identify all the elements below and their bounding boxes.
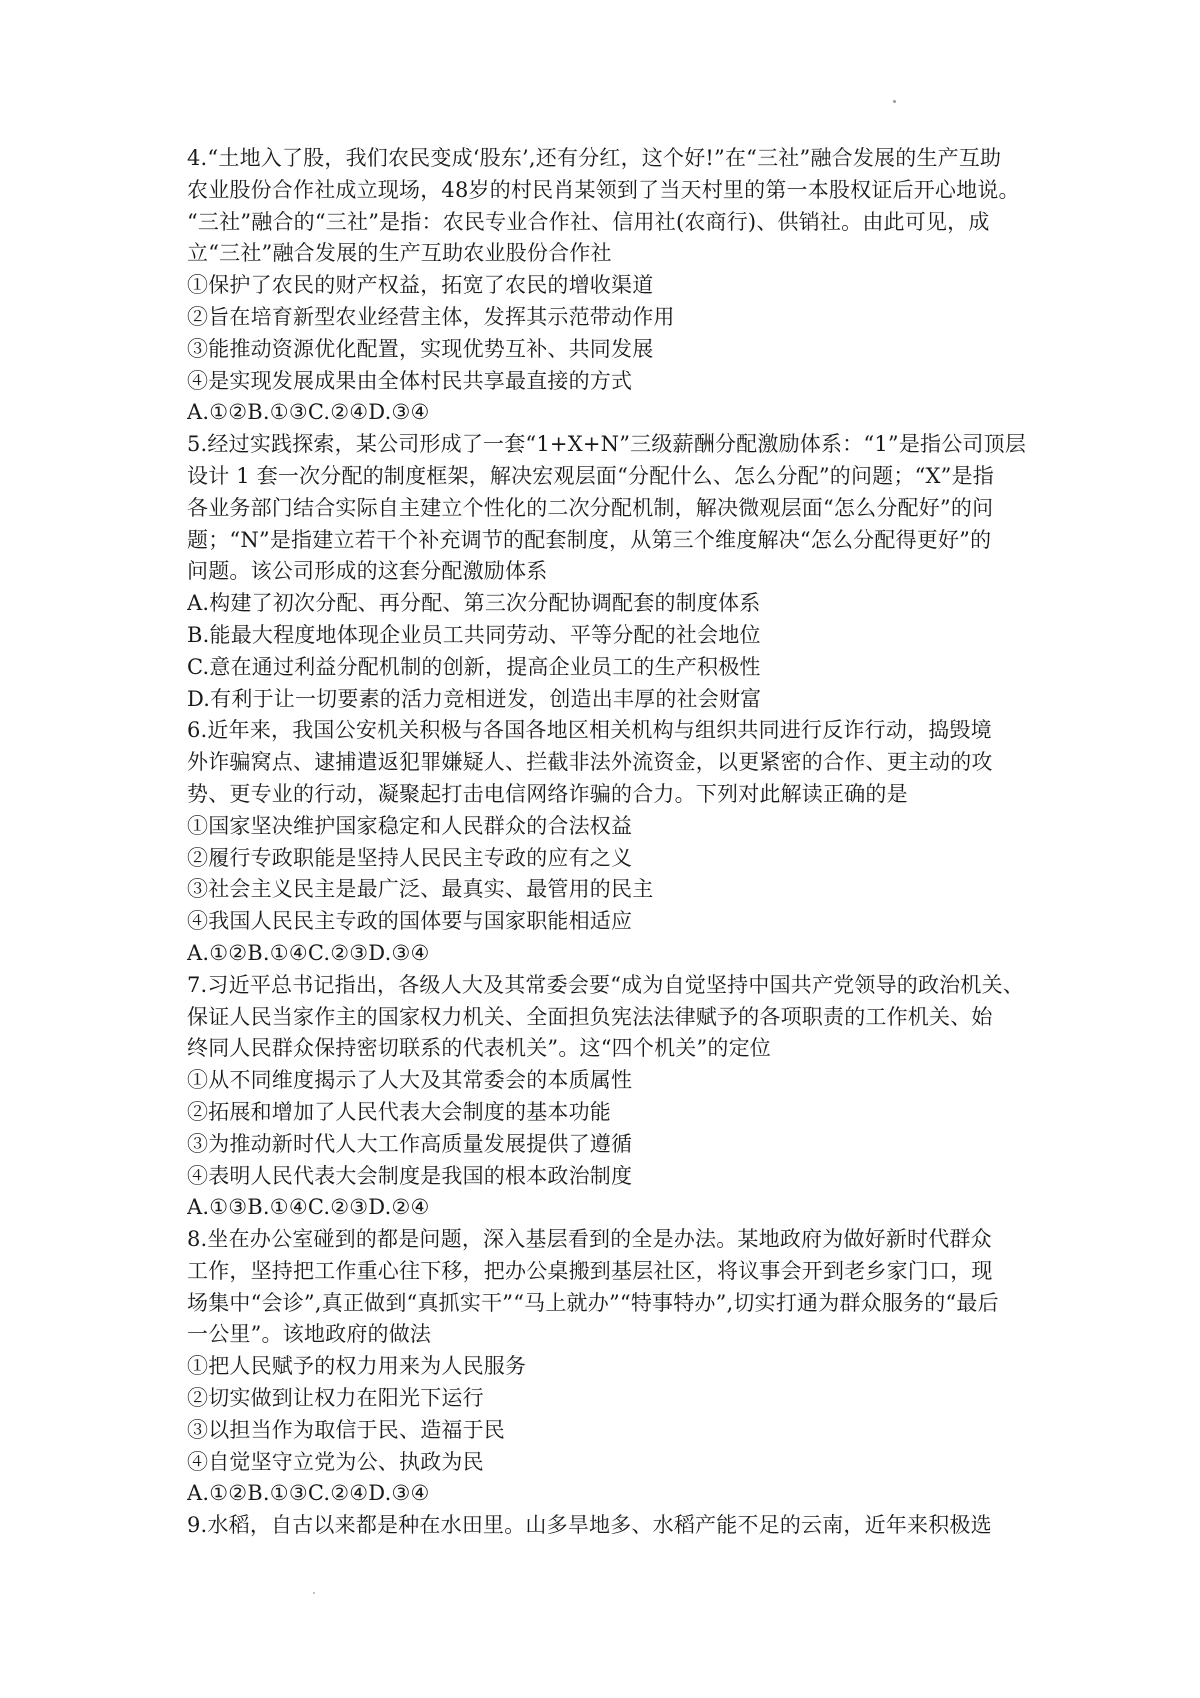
q6-line-2: 外诈骗窝点、逮捕遣返犯罪嫌疑人、拦截非法外流资金，以更紧密的合作、更主动的攻 xyxy=(187,750,993,775)
q8-line-3: 场集中“会诊”,真正做到“真抓实干”“马上就办”“特事特办”,切实打通为群众服务的“最后 xyxy=(187,1290,999,1315)
q4-line-4: 立“三社”融合发展的生产互助农业股份合作社 xyxy=(187,241,612,266)
q4-option-4: ④是实现发展成果由全体村民共享最直接的方式 xyxy=(187,368,633,393)
q4-line-1: 4.“土地入了股，我们农民变成‘股东’,还有分红，这个好!”在“三社”融合发展的生产互助 xyxy=(187,146,1002,170)
q6-line-1: 6.近年来，我国公安机关积极与各国各地区相关机构与组织共同进行反诈行动，捣毁境 xyxy=(187,718,992,743)
q5-line-3: 各业务部门结合实际自主建立个性化的二次分配机制，解决微观层面“怎么分配好”的问 xyxy=(187,495,994,520)
q7-option-1: ①从不同维度揭示了人大及其常委会的本质属性 xyxy=(187,1068,633,1093)
q6-option-4: ④我国人民民主专政的国体要与国家职能相适应 xyxy=(187,909,633,934)
q5-choice-c: C.意在通过利益分配机制的创新，提高企业员工的生产积极性 xyxy=(187,654,761,679)
q8-option-3: ③以担当作为取信于民、造福于民 xyxy=(187,1417,505,1442)
q7-option-3: ③为推动新时代人大工作高质量发展提供了遵循 xyxy=(187,1131,633,1156)
q8-line-2: 工作，坚持把工作重心往下移，把办公桌搬到基层社区，将议事会开到老乡家门口，现 xyxy=(187,1258,993,1283)
q5-line-4: 题；“N”是指建立若干个补充调节的配套制度，从第三个维度解决“怎么分配得更好”的 xyxy=(187,527,992,552)
q8-option-4: ④自觉坚守立党为公、执政为民 xyxy=(187,1449,484,1474)
q5-line-2: 设计 1 套一次分配的制度框架，解决宏观层面“分配什么、怎么分配”的问题；“X”是指 xyxy=(187,463,995,488)
q8-choices: A.①②B.①③C.②④D.③④ xyxy=(187,1481,430,1506)
q6-choices: A.①②B.①④C.②③D.③④ xyxy=(187,940,430,965)
q5-line-5: 问题。该公司形成的这套分配激励体系 xyxy=(187,559,548,584)
q7-option-2: ②拓展和增加了人民代表大会制度的基本功能 xyxy=(187,1099,611,1124)
q7-line-1: 7.习近平总书记指出，各级人大及其常委会要“成为自觉坚持中国共产党领导的政治机关、 xyxy=(187,972,1024,997)
q5-choice-d: D.有利于让一切要素的活力竞相迸发，创造出丰厚的社会财富 xyxy=(187,686,762,711)
q4-option-2: ②旨在培育新型农业经营主体，发挥其示范带动作用 xyxy=(187,304,675,329)
q6-line-3: 势、更专业的行动，凝聚起打击电信网络诈骗的合力。下列对此解读正确的是 xyxy=(187,781,908,806)
q4-line-2: 农业股份合作社成立现场，48岁的村民肖某领到了当天村里的第一本股权证后开心地说。 xyxy=(187,177,1020,202)
q7-line-3: 终同人民群众保持密切联系的代表机关”。这“四个机关”的定位 xyxy=(187,1036,772,1061)
q9-line-1: 9.水稻，自古以来都是种在水田里。山多旱地多、水稻产能不足的云南，近年来积极选 xyxy=(187,1513,992,1538)
q6-option-1: ①国家坚决维护国家稳定和人民群众的合法权益 xyxy=(187,813,633,838)
q5-line-1: 5.经过实践探索，某公司形成了一套“1+X+N”三级薪酬分配激励体系：“1”是指公司顶层 xyxy=(187,432,1027,457)
q8-line-1: 8.坐在办公室碰到的都是问题，深入基层看到的全是办法。某地政府为做好新时代群众 xyxy=(187,1227,992,1252)
q8-option-1: ①把人民赋予的权力用来为人民服务 xyxy=(187,1354,527,1379)
q4-option-1: ①保护了农民的财产权益，拓宽了农民的增收渠道 xyxy=(187,273,654,298)
q5-choice-b: B.能最大程度地体现企业员工共同劳动、平等分配的社会地位 xyxy=(187,622,761,647)
q7-choices: A.①③B.①④C.②③D.②④ xyxy=(187,1195,430,1220)
q7-line-2: 保证人民当家作主的国家权力机关、全面担负宪法法律赋予的各项职责的工作机关、始 xyxy=(187,1004,993,1029)
q8-line-4: 一公里”。该地政府的做法 xyxy=(187,1322,432,1347)
q5-choice-a: A.构建了初次分配、再分配、第三次分配协调配套的制度体系 xyxy=(187,591,761,616)
q7-option-4: ④表明人民代表大会制度是我国的根本政治制度 xyxy=(187,1163,633,1188)
q4-line-3: “三社”融合的“三社”是指：农民专业合作社、信用社(农商行)、供销社。由此可见，成 xyxy=(187,209,990,234)
q4-option-3: ③能推动资源优化配置，实现优势互补、共同发展 xyxy=(187,336,654,361)
q6-option-3: ③社会主义民主是最广泛、最真实、最管用的民主 xyxy=(187,877,654,902)
q4-choices: A.①②B.①③C.②④D.③④ xyxy=(187,400,430,425)
scan-speck xyxy=(893,100,896,103)
question-text-block xyxy=(187,143,1049,1542)
q6-option-2: ②履行专政职能是坚持人民民主专政的应有之义 xyxy=(187,845,633,870)
q8-option-2: ②切实做到让权力在阳光下运行 xyxy=(187,1386,484,1411)
scan-speck xyxy=(313,1592,315,1594)
